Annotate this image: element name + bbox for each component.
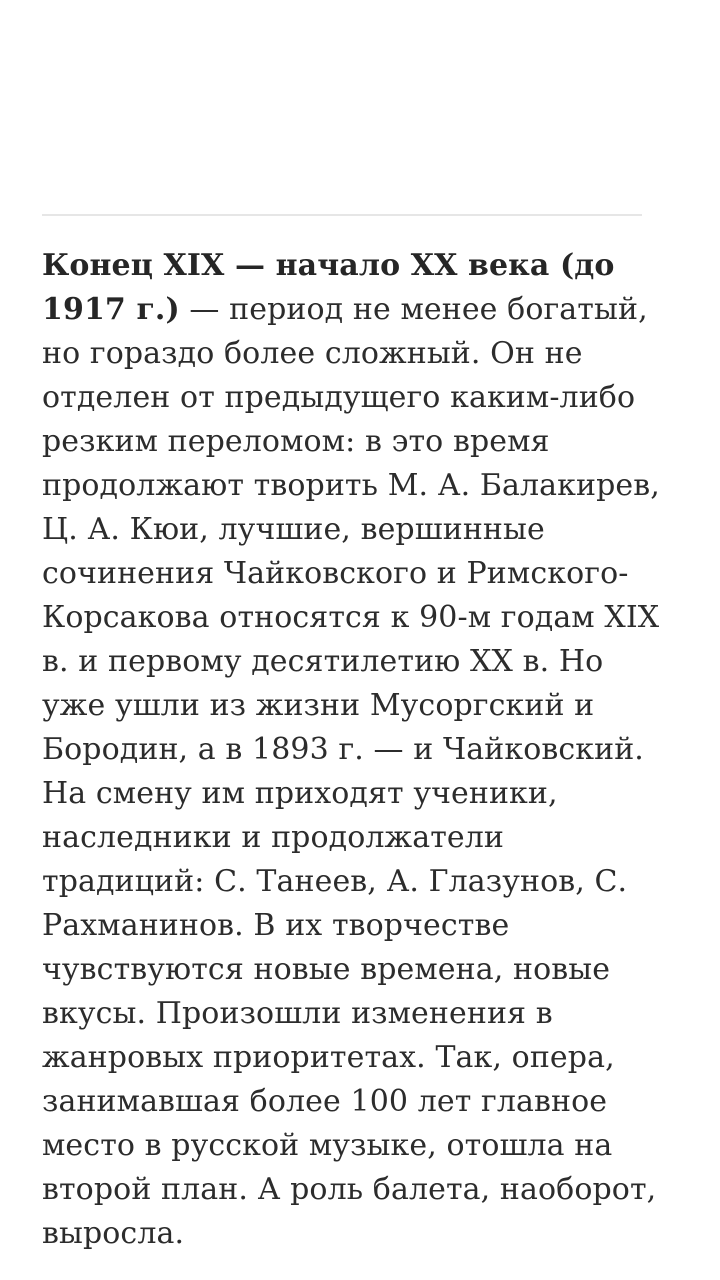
section-divider [42, 214, 642, 216]
paragraph-lead-bold: Конец XIX — начало XX века (до 1917 г.) [42, 248, 615, 327]
article-paragraph [42, 244, 662, 1256]
paragraph-body-text: — период не менее богатый, но гораздо более сложный. Он не отделен от предыдущего каким-либо резким переломом: в это время продолжают творить М. А. Балакирев, Ц. А. Кюи, лучшие, вершинные сочинения Чайковского и Римского-Корсакова относятся к 90-м годам XIX в. и первому десятилетию XX в. Но уже ушли из жизни Мусоргский и Бородин, а в 1893 г. — и Чайковский. На смену им приходят ученики, наследники и продолжатели традиций: С. Танеев, А. Глазунов, С. Рахманинов. В их творчестве чувствуются новые времена, новые вкусы. Произошли изменения в жанровых приоритетах. Так, опера, занимавшая более 100 лет главное место в русской музыке, отошла на второй план. А роль балета, наоборот, выросла. [42, 292, 660, 1251]
blank-header-area [0, 0, 720, 214]
